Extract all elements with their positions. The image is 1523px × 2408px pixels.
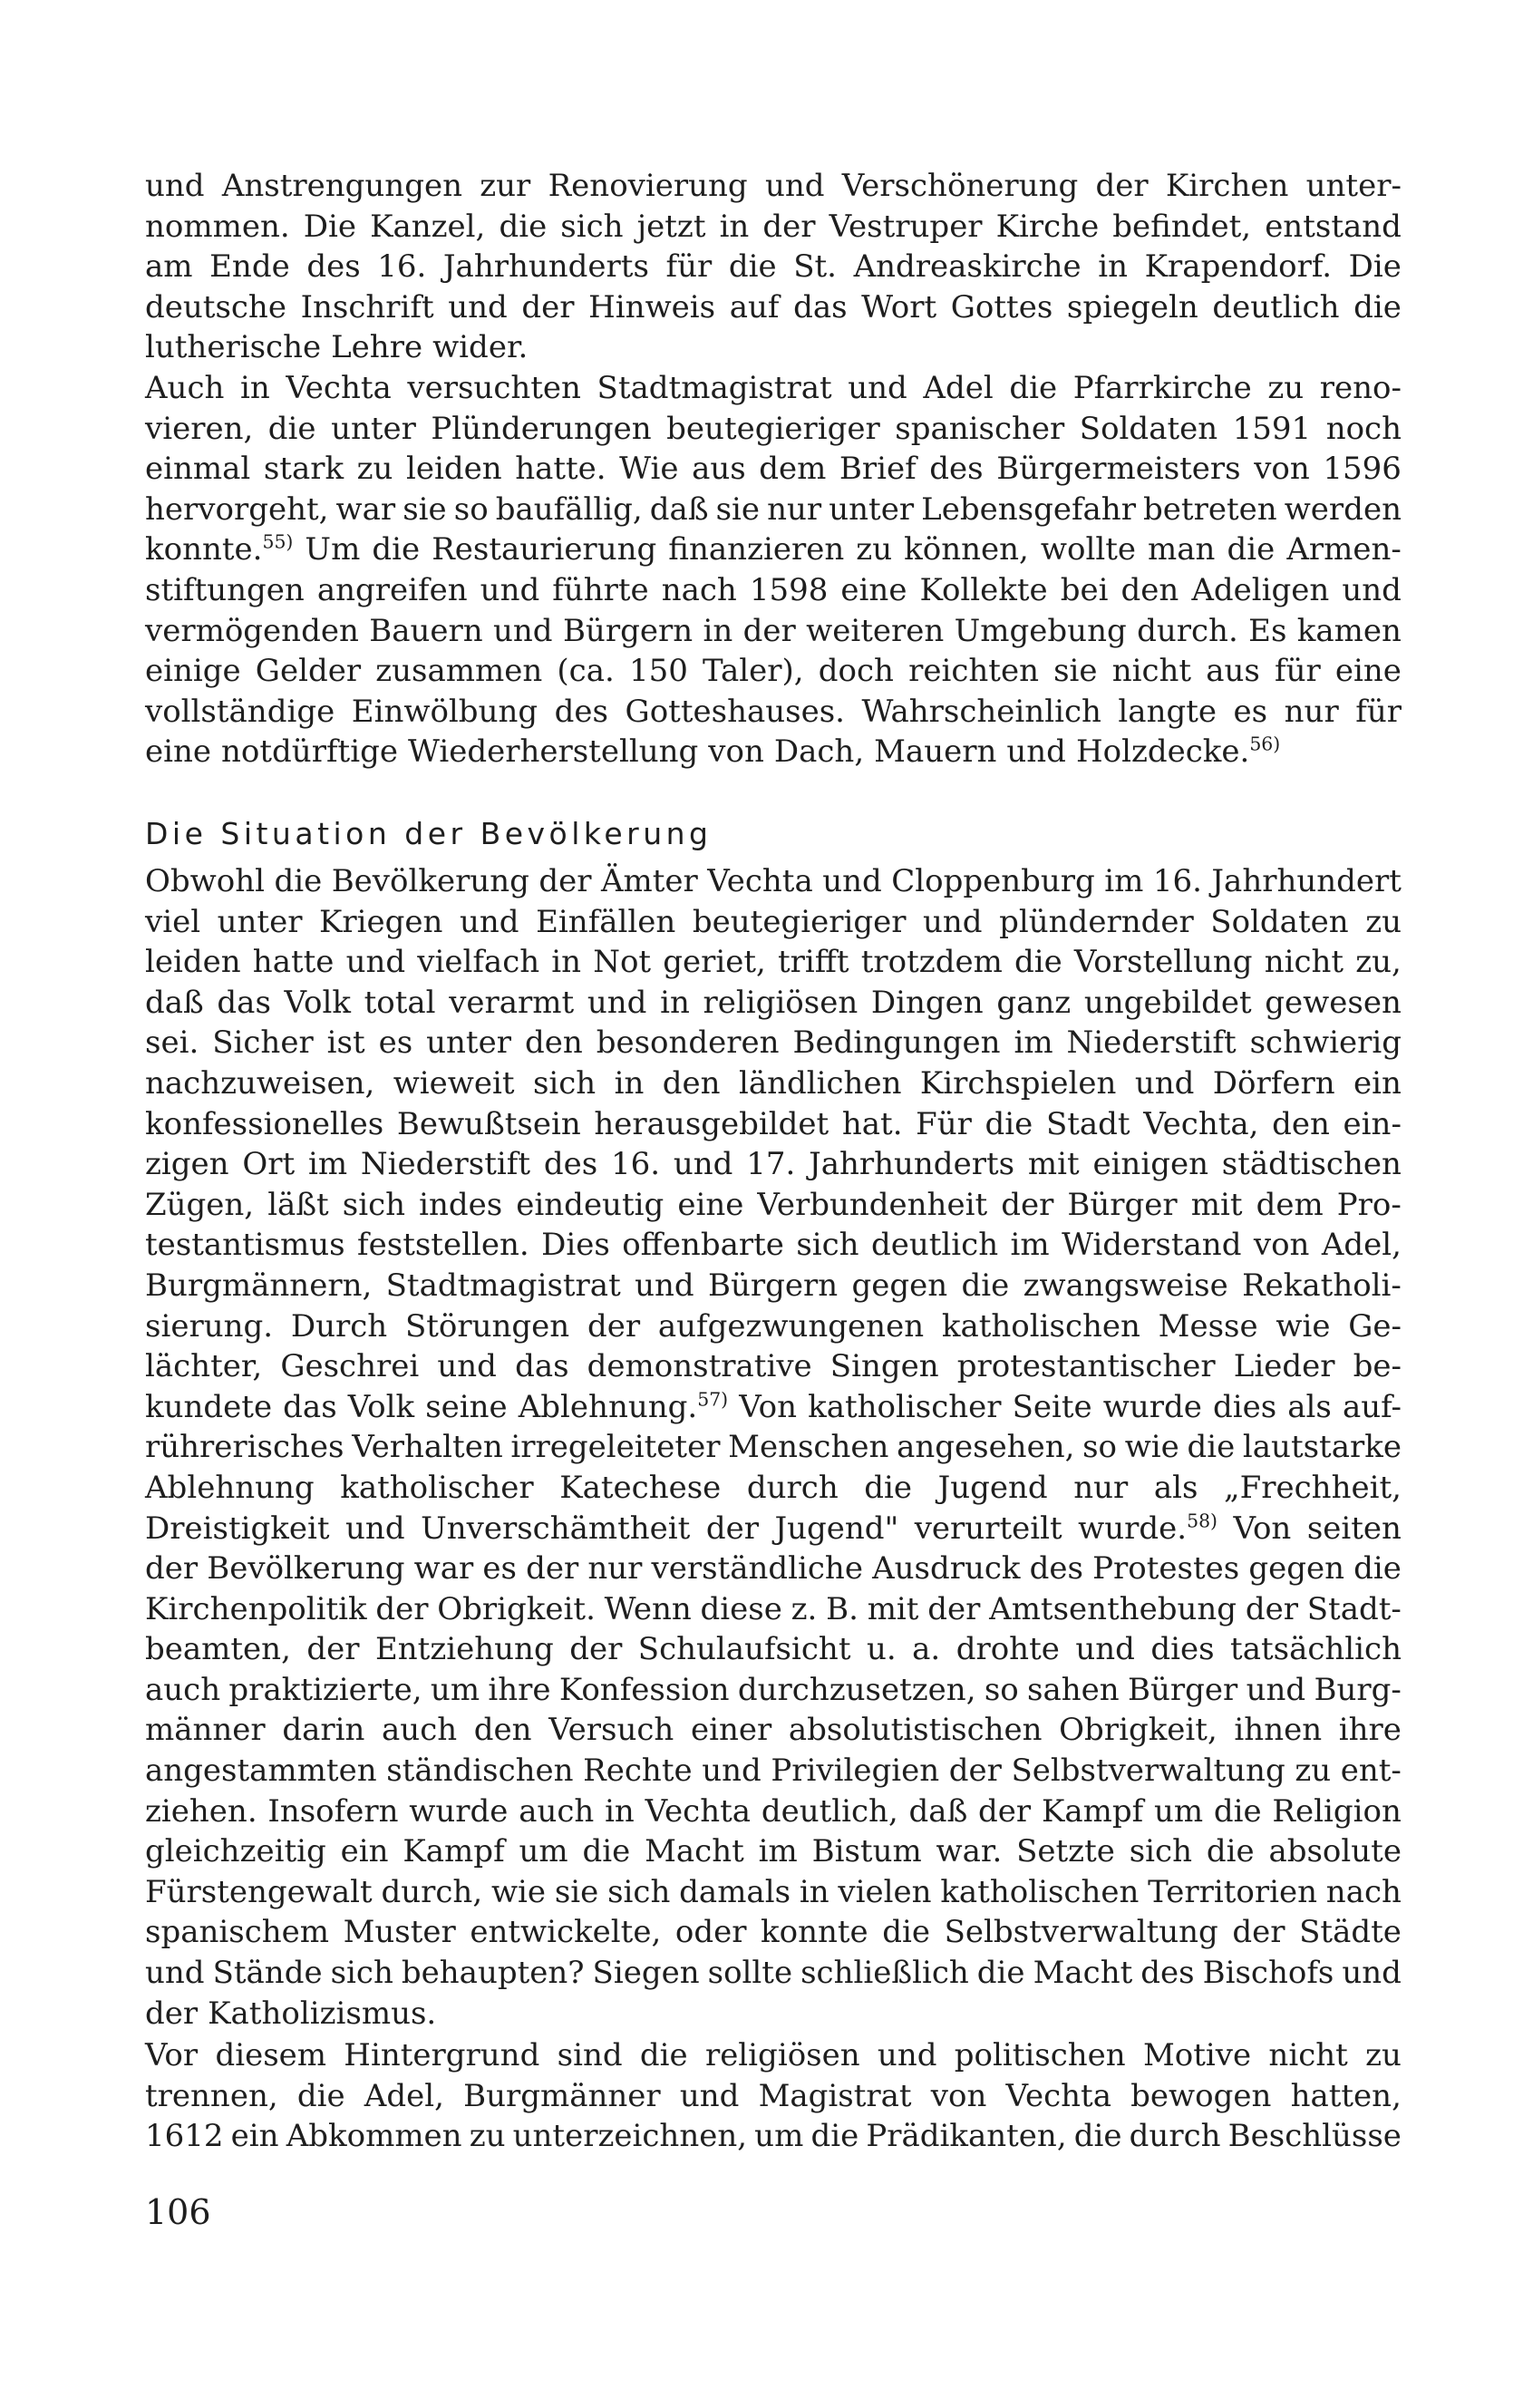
text-line: konnte.$^{55)}$ Um die Restaurierung finanzieren zu können, wollte man die Armen- (145, 531, 1402, 568)
text-line: der Bevölkerung war es der nur verständliche Ausdruck des Protestes gegen die (145, 1550, 1402, 1588)
text-line: beamten, der Entziehung der Schulaufsicht u. a. drohte und dies tatsächlich (145, 1631, 1402, 1668)
text-line: vollständige Einwölbung des Gotteshauses. Wahrscheinlich langte es nur für (145, 693, 1402, 730)
text-line: Fürstengewalt durch, wie sie sich damals in vielen katholischen Territorien nach (145, 1873, 1402, 1910)
text-line: auch praktizierte, um ihre Konfession durchzusetzen, so sahen Bürger und Burg- (145, 1671, 1402, 1708)
text-line: sierung. Durch Störungen der aufgezwungenen katholischen Messe wie Ge- (145, 1307, 1402, 1345)
text-line: lächter, Geschrei und das demonstrative Singen protestantischer Lieder be- (145, 1348, 1402, 1385)
text-line: Ablehnung katholischer Katechese durch die Jugend nur als „Frechheit, (145, 1469, 1402, 1506)
text-line: der Katholizismus. (145, 1995, 437, 2032)
text-line: Kirchenpolitik der Obrigkeit. Wenn diese z. B. mit der Amtsenthebung der Stadt- (145, 1590, 1402, 1627)
text-line: vieren, die unter Plünderungen beutegieriger spanischer Soldaten 1591 noch (145, 410, 1402, 447)
text-line: daß das Volk total verarmt und in religiösen Dingen ganz ungebildet gewesen (145, 984, 1402, 1021)
text-line: am Ende des 16. Jahrhunderts für die St. Andreaskirche in Krapendorf. Die (145, 248, 1402, 286)
text-line: hervorgeht, war sie so baufällig, daß sie nur unter Lebensgefahr betreten werden (145, 490, 1402, 528)
text-line: Dreistigkeit und Unverschämtheit der Jugend" verurteilt wurde.$^{58)}$ Von seiten (145, 1510, 1402, 1547)
text-line: männer darin auch den Versuch einer absolutistischen Obrigkeit, ihnen ihre (145, 1712, 1402, 1749)
text-line: zigen Ort im Niederstift des 16. und 17. Jahrhunderts mit einigen städtischen (145, 1146, 1402, 1183)
text-line: spanischem Muster entwickelte, oder konnte die Selbstverwaltung der Städte (145, 1914, 1402, 1951)
text-line: vermögenden Bauern und Bürgern in der weiteren Umgebung durch. Es kamen (145, 612, 1402, 649)
text-line: testantismus feststellen. Dies offenbarte sich deutlich im Widerstand von Adel, (145, 1227, 1402, 1264)
text-line: leiden hatte und vielfach in Not geriet, trifft trotzdem die Vorstellung nicht zu, (145, 944, 1402, 981)
text-line: nachzuweisen, wieweit sich in den ländlichen Kirchspielen und Dörfern ein (145, 1064, 1402, 1102)
paragraph-population (145, 861, 1402, 2034)
text-line: nommen. Die Kanzel, die sich jetzt in der Vestruper Kirche befindet, entstand (145, 208, 1402, 245)
text-line: angestammten ständischen Rechte und Privilegien der Selbstverwaltung zu ent- (145, 1753, 1402, 1790)
paragraph-background (145, 2035, 1402, 2157)
text-line: lutherische Lehre wider. (145, 329, 529, 366)
text-line: 1612 ein Abkommen zu unterzeichnen, um die Prädikanten, die durch Beschlüsse (145, 2118, 1402, 2155)
text-line: Zügen, läßt sich indes eindeutig eine Verbundenheit der Bürger mit dem Pro- (145, 1186, 1402, 1223)
text-line: konfessionelles Bewußtsein herausgebildet hat. Für die Stadt Vechta, den ein- (145, 1105, 1402, 1142)
paragraph-renovation (145, 166, 1402, 772)
text-line: eine notdürftige Wiederherstellung von Dach, Mauern und Holzdecke.$^{56)}$ (145, 733, 1281, 771)
text-line: sei. Sicher ist es unter den besonderen Bedingungen im Niederstift schwierig (145, 1024, 1402, 1062)
text-line: gleichzeitig ein Kampf um die Macht im Bistum war. Setzte sich die absolute (145, 1833, 1402, 1870)
text-line: Auch in Vechta versuchten Stadtmagistrat und Adel die Pfarrkirche zu reno- (145, 369, 1402, 406)
text-line: viel unter Kriegen und Einfällen beutegieriger und plündernder Soldaten zu (145, 903, 1402, 940)
text-line: Burgmännern, Stadtmagistrat und Bürgern gegen die zwangsweise Rekatholi- (145, 1267, 1402, 1304)
text-line: und Anstrengungen zur Renovierung und Verschönerung der Kirchen unter- (145, 168, 1402, 204)
text-line: einige Gelder zusammen (ca. 150 Taler), doch reichten sie nicht aus für eine (145, 653, 1402, 690)
text-line: ziehen. Insofern wurde auch in Vechta deutlich, daß der Kampf um die Religion (145, 1792, 1402, 1830)
page-number: 106 (145, 2192, 211, 2232)
text-line: kundete das Volk seine Ablehnung.$^{57)}$ Von katholischer Seite wurde dies als auf- (145, 1388, 1402, 1425)
text-line: Obwohl die Bevölkerung der Ämter Vechta und Cloppenburg im 16. Jahrhundert (145, 863, 1402, 899)
text-line: einmal stark zu leiden hatte. Wie aus dem Brief des Bürgermeisters von 1596 (145, 451, 1402, 488)
text-line: trennen, die Adel, Burgmänner und Magistrat von Vechta bewogen hatten, (145, 2077, 1402, 2114)
text-line: deutsche Inschrift und der Hinweis auf das Wort Gottes spiegeln deutlich die (145, 288, 1402, 325)
section-heading: Die Situation der Bevölkerung (145, 816, 713, 851)
text-line: Vor diesem Hintergrund sind die religiösen und politischen Motive nicht zu (145, 2037, 1402, 2073)
text-line: rührerisches Verhalten irregeleiteter Menschen angesehen, so wie die lautstarke (145, 1429, 1402, 1466)
text-line: stiftungen angreifen und führte nach 1598 eine Kollekte bei den Adeligen und (145, 571, 1402, 608)
text-line: und Stände sich behaupten? Siegen sollte schließlich die Macht des Bischofs und (145, 1955, 1402, 1992)
